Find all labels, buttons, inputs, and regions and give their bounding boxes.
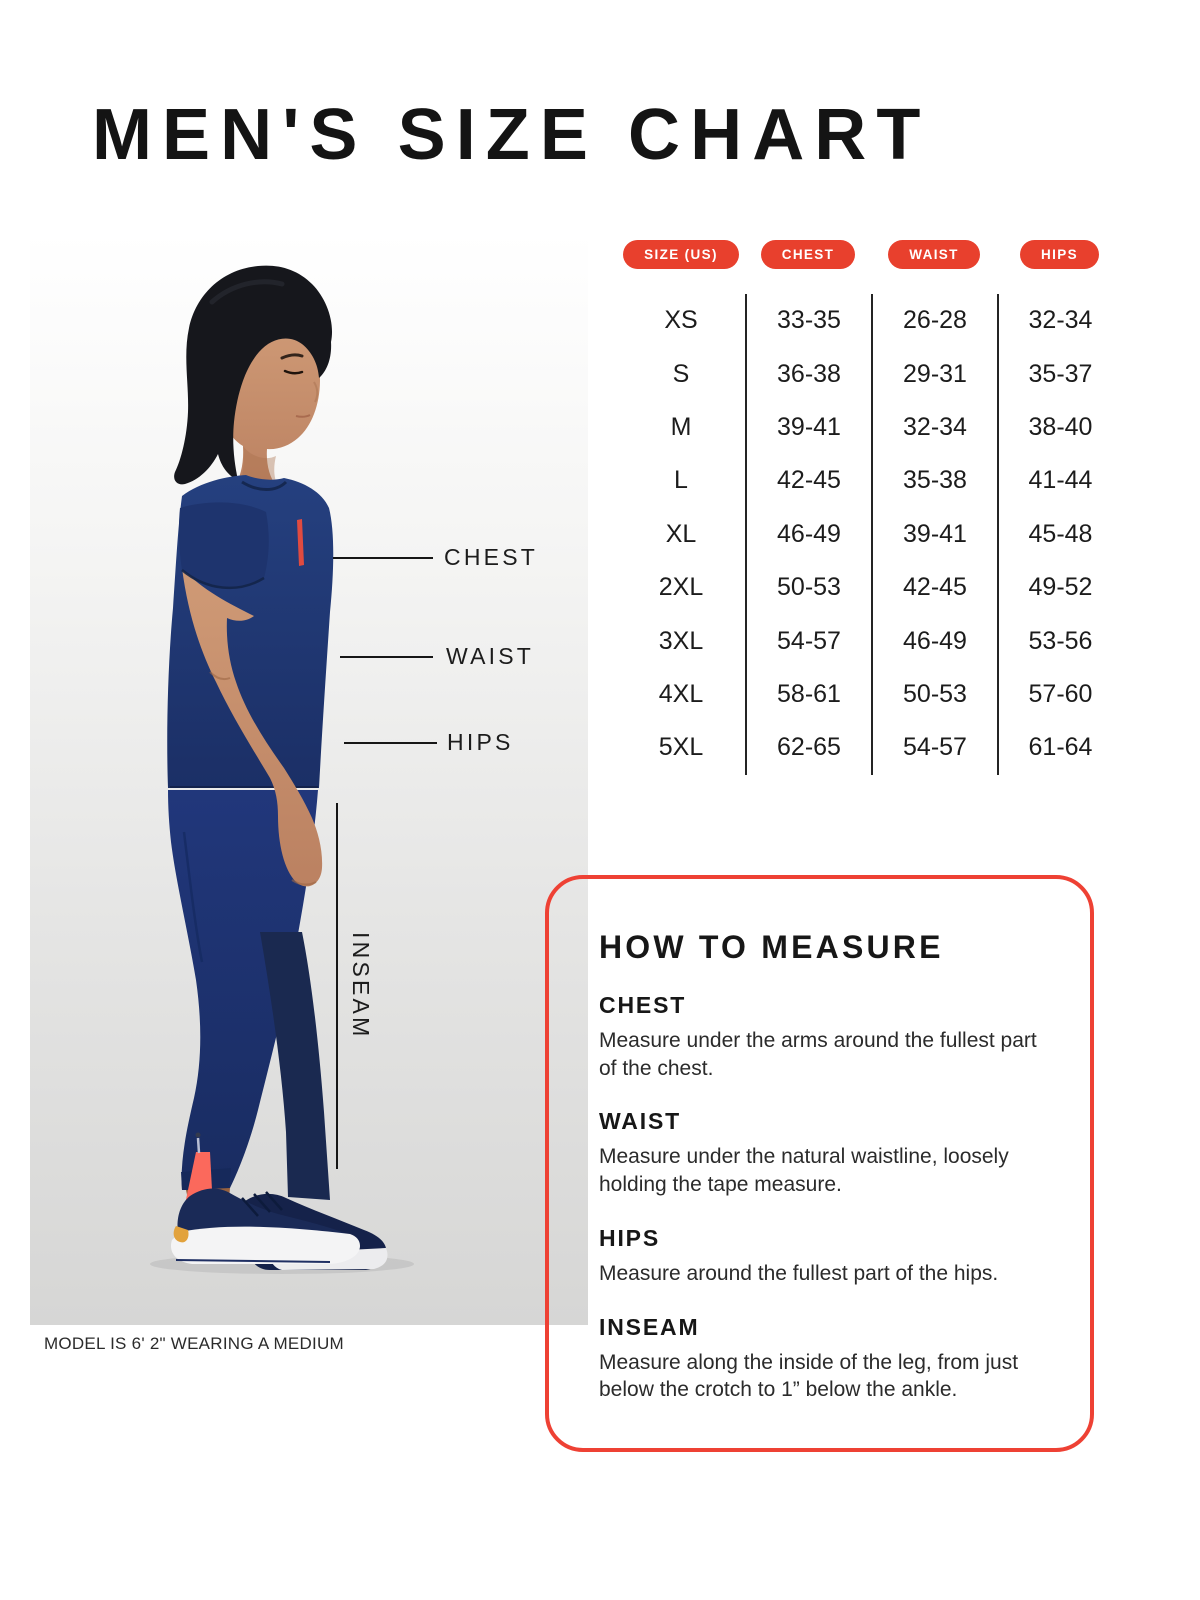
size-table-header [617,240,1122,269]
table-cell-chest: 50-53 [745,561,871,614]
sleeve [179,502,269,587]
measure-section-chest [599,992,1050,1082]
section-text: Measure around the fullest part of the hips. [599,1261,999,1285]
column-pill-chest: CHEST [761,240,856,269]
table-cell-waist: 26-28 [871,294,997,347]
section-heading: INSEAM [599,1313,700,1340]
measure-section-waist [599,1108,1050,1198]
table-cell-waist: 46-49 [871,614,997,667]
section-heading: HIPS [599,1224,661,1251]
table-cell-hips: 35-37 [997,347,1122,400]
chest-measure-label: CHEST [444,544,539,570]
column-pill-size: SIZE (US) [623,240,739,269]
zipper-slider [196,1133,201,1138]
hips-measure-line [344,742,437,744]
inseam-measure-label: INSEAM [348,932,374,1040]
hips-measure-label: HIPS [447,729,514,755]
table-cell-chest: 36-38 [745,347,871,400]
section-text: Measure under the natural waistline, loosely holding the tape measure. [599,1145,1009,1197]
section-text: Measure under the arms around the fullest part of the chest. [599,1029,1037,1080]
column-pill-hips: HIPS [1020,240,1099,269]
measure-section-inseam [599,1314,1050,1404]
table-cell-size: XL [665,519,697,548]
table-cell-waist: 54-57 [871,721,997,774]
table-cell-size: 4XL [658,679,704,708]
model-caption: MODEL IS 6' 2" WEARING A MEDIUM [44,1334,344,1353]
table-cell-waist: 39-41 [871,508,997,561]
measure-section-hips [599,1225,1050,1288]
table-cell-hips: 41-44 [997,454,1122,507]
table-cell-chest: 54-57 [745,614,871,667]
table-cell-hips: 32-34 [997,294,1122,347]
size-table-body [617,294,1122,775]
table-cell-hips: 49-52 [997,561,1122,614]
column-pill-waist: WAIST [888,240,980,269]
table-cell-size: 3XL [658,626,704,655]
section-text: Measure along the inside of the leg, from just below the crotch to 1” below the ankle. [599,1350,1019,1402]
table-cell-hips: 45-48 [997,508,1122,561]
how-to-measure-box [545,875,1094,1452]
table-cell-size: 5XL [658,733,704,762]
inseam-measure-line [336,803,338,1169]
table-cell-hips: 38-40 [997,401,1122,454]
model-photo [30,232,588,1325]
section-heading: CHEST [599,992,687,1018]
table-cell-waist: 32-34 [871,401,997,454]
near-shoe-sole [171,1227,360,1264]
table-cell-size: S [672,359,690,388]
table-cell-waist: 42-45 [871,561,997,614]
table-cell-size: L [674,466,688,495]
table-cell-size: M [670,412,692,441]
table-cell-waist: 50-53 [871,668,997,721]
table-cell-chest: 33-35 [745,294,871,347]
zipper-teeth [198,1138,199,1153]
waist-measure-line [340,656,433,658]
size-table [617,240,1122,775]
table-cell-chest: 46-49 [745,508,871,561]
table-cell-hips: 61-64 [997,721,1122,774]
waist-measure-label: WAIST [446,643,535,669]
table-cell-size: XS [664,306,698,335]
table-cell-chest: 42-45 [745,454,871,507]
table-cell-hips: 57-60 [997,668,1122,721]
page-title: MEN'S SIZE CHART [92,95,931,175]
table-cell-hips: 53-56 [997,614,1122,667]
table-cell-waist: 35-38 [871,454,997,507]
chest-measure-line [333,557,433,559]
table-cell-waist: 29-31 [871,347,997,400]
table-cell-chest: 58-61 [745,668,871,721]
model-figure-illustration [30,232,588,1325]
table-cell-chest: 62-65 [745,721,871,774]
table-cell-chest: 39-41 [745,401,871,454]
section-heading: WAIST [599,1108,682,1135]
table-cell-size: 2XL [658,573,704,602]
how-to-measure-title: HOW TO MEASURE [599,929,944,965]
